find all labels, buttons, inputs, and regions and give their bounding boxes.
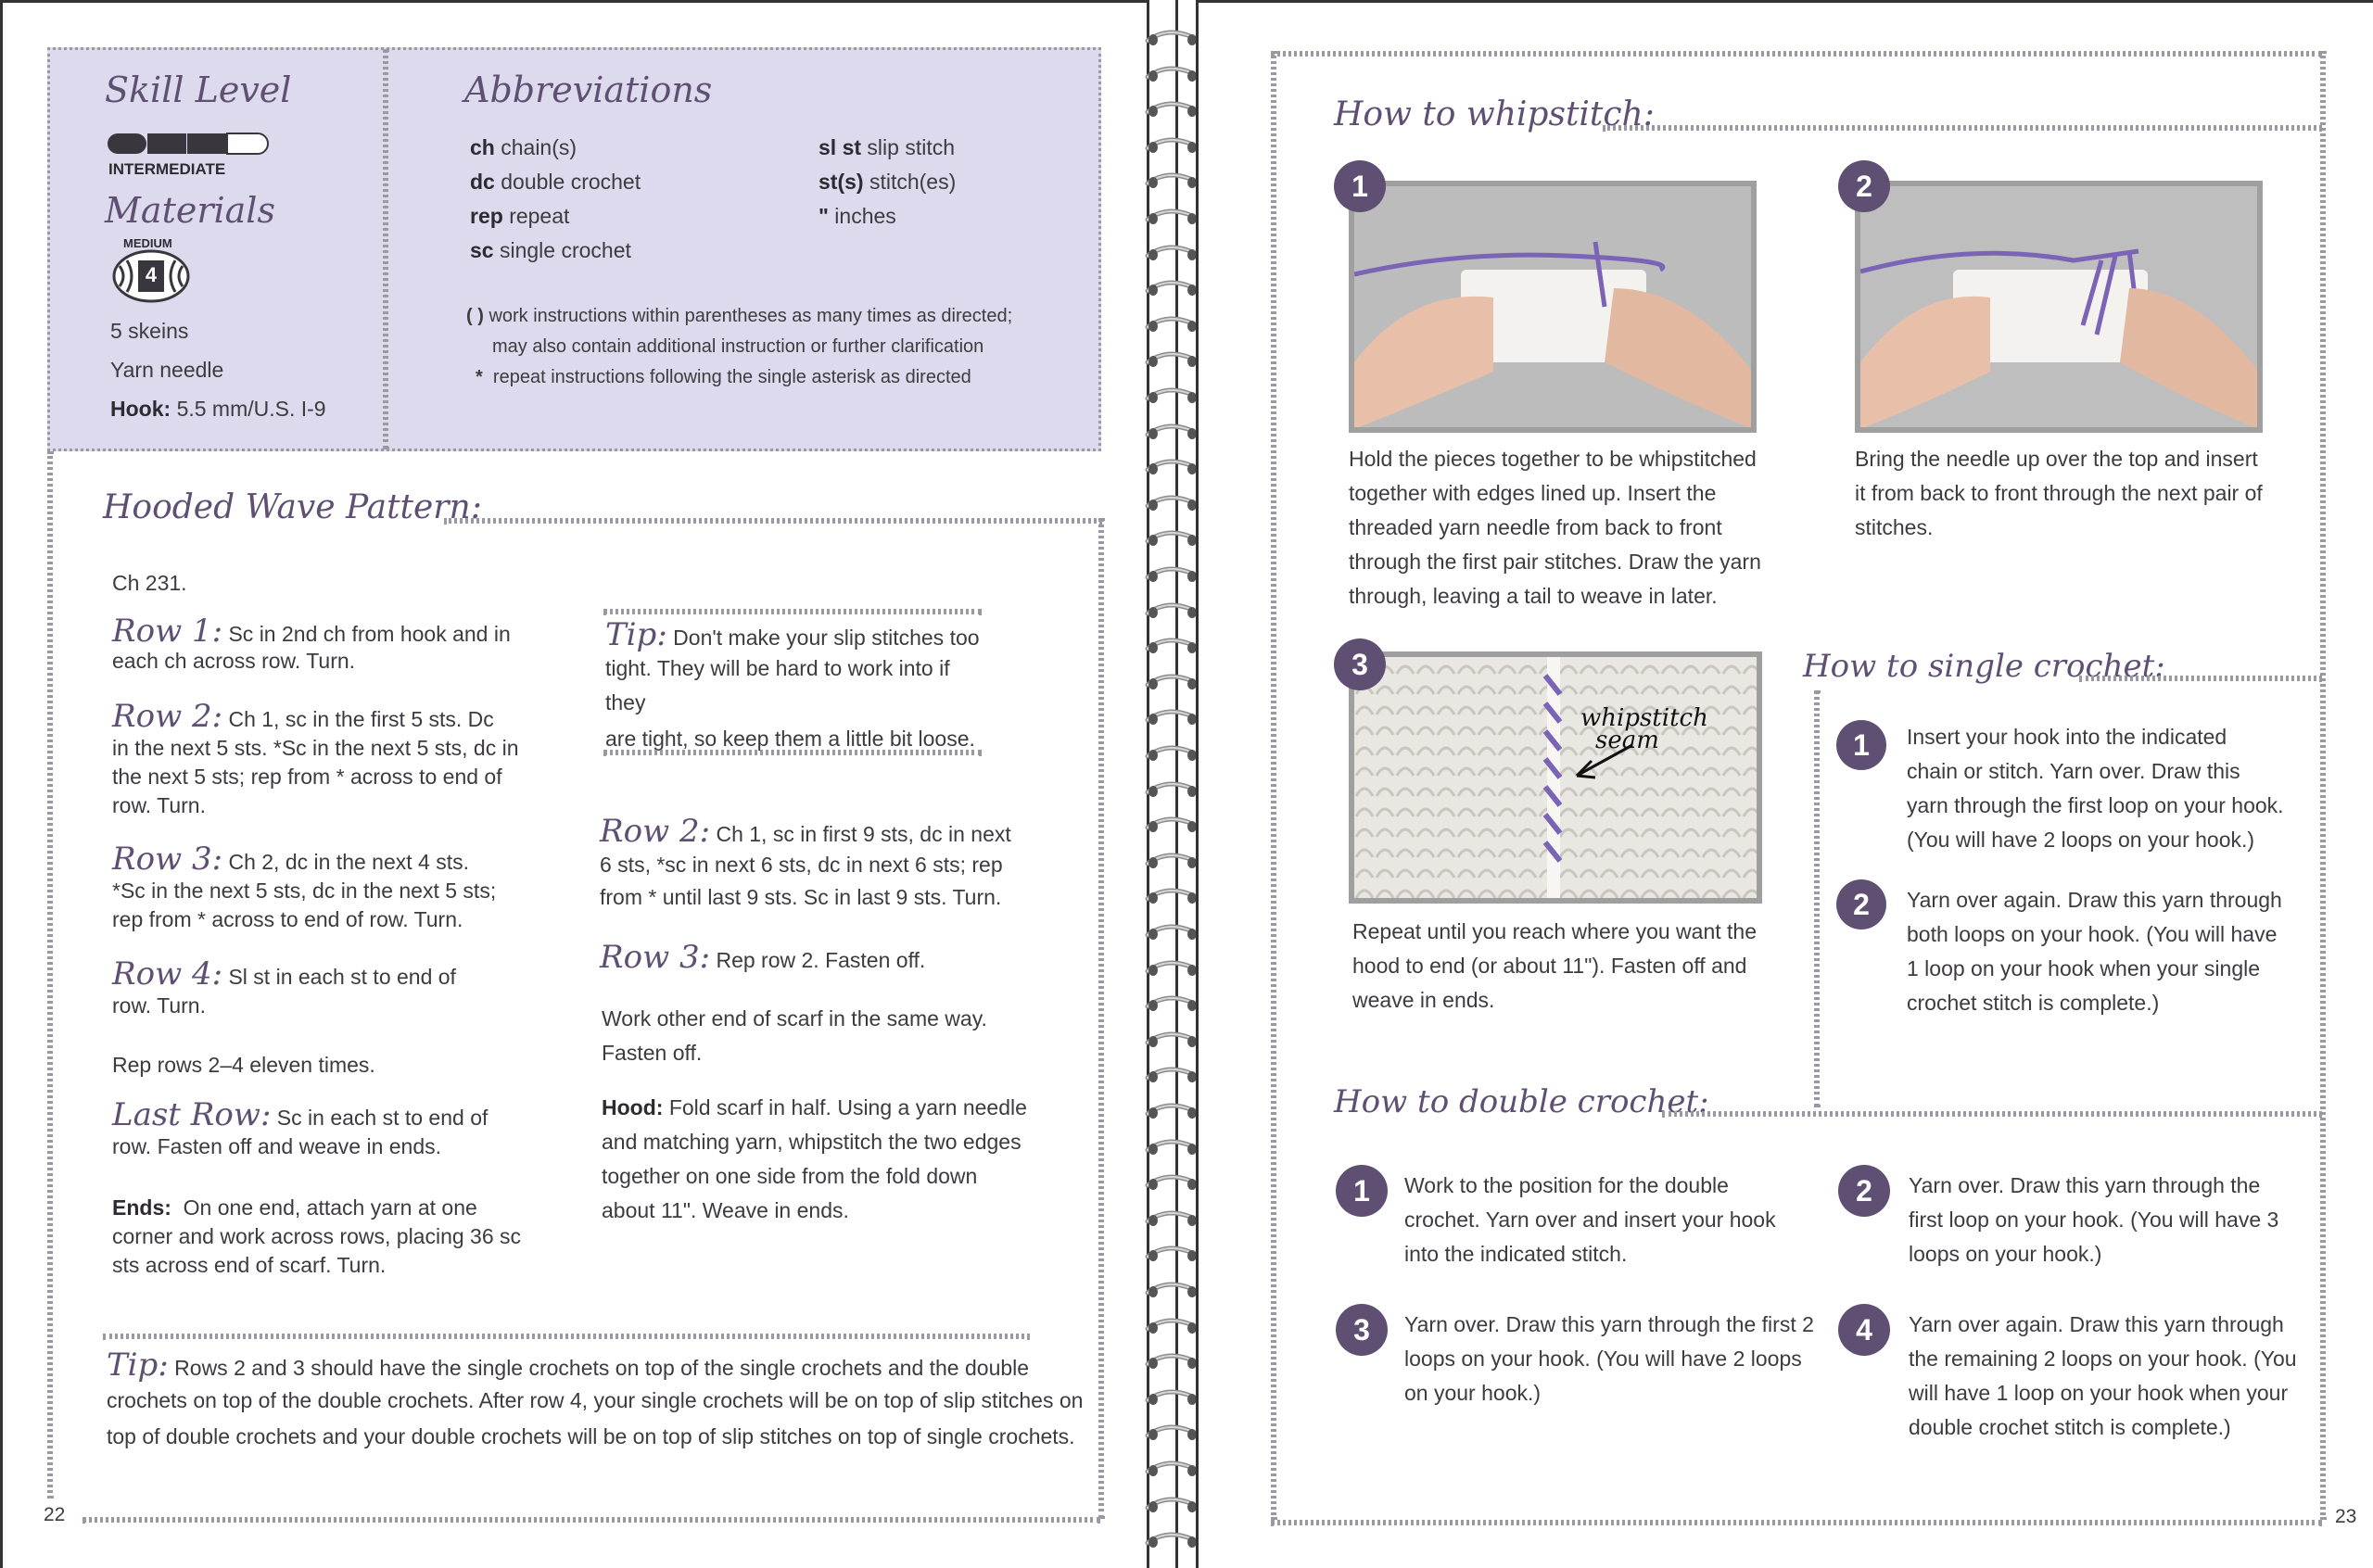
- spiral-coil: [1144, 886, 1201, 906]
- dc-step-1-text: Work to the position for the double crochet. Yarn over and insert your hook into the indicated stitch.: [1404, 1173, 1776, 1266]
- spiral-coil: [1144, 1101, 1201, 1121]
- spiral-coil: [1144, 1030, 1201, 1050]
- material-item: 5 skeins: [110, 319, 189, 343]
- spiral-coil: [1144, 958, 1201, 979]
- spiral-coil: [1144, 1208, 1201, 1229]
- spiral-coil: [1144, 243, 1201, 263]
- skill-level-bar: [107, 133, 270, 155]
- dotted-frame-left: [47, 451, 53, 1498]
- spiral-coil: [1144, 1423, 1201, 1443]
- double-crochet-title: How to double crochet:: [1334, 1083, 1709, 1120]
- abbr-item: sc single crochet: [470, 238, 631, 262]
- spiral-coil: [1144, 64, 1201, 84]
- spiral-coil: [1144, 28, 1201, 48]
- spiral-coil: [1144, 564, 1201, 585]
- other-end: Work other end of scarf in the same way. Fasten off.: [602, 1006, 987, 1065]
- single-crochet-title: How to single crochet:: [1803, 648, 2165, 685]
- tip-box: Tip: Don't make your slip stitches too tight. They will be hard to work into if they are tight, so keep them a little bit loose.: [605, 616, 980, 751]
- frame-top: [1271, 51, 2322, 57]
- abbr-list-1: [470, 131, 641, 268]
- whipstitch-rule: [1603, 125, 2322, 131]
- spiral-coil: [1144, 707, 1201, 727]
- sc-step-2-text: Yarn over again. Draw this yarn through both loops on your hook. (You will have 1 loop on your hook when your single crochet stitch is complete.): [1907, 888, 2282, 1015]
- dotted-frame-bottom: [82, 1517, 1100, 1523]
- dc-rule: [1662, 1111, 2322, 1117]
- spiral-coil: [1144, 99, 1201, 120]
- chain-start: Ch 231.: [112, 571, 187, 595]
- abbr-item: ch chain(s): [470, 135, 577, 159]
- photo-step-3: [1349, 651, 1762, 904]
- photo-step-2: [1855, 181, 2263, 433]
- frame-bottom: [1271, 1520, 2322, 1525]
- repeat-rows: Rep rows 2–4 eleven times.: [112, 1053, 375, 1077]
- spiral-coil: [1144, 1351, 1201, 1372]
- spiral-coil: [1144, 1316, 1201, 1336]
- abbr-item: dc double crochet: [470, 170, 641, 194]
- spiral-coil: [1144, 1244, 1201, 1264]
- dc-step-3-text: Yarn over. Draw this yarn through the first 2 loops on your hook. (You will have 2 loops on your hook.): [1404, 1312, 1814, 1405]
- step-badge: 2: [1836, 879, 1886, 929]
- spiral-coil: [1144, 278, 1201, 298]
- spiral-coil: [1144, 493, 1201, 513]
- dc-step-4-text: Yarn over again. Draw this yarn through the remaining 2 loops on your hook. (You will have 1 loop on your hook when your double crochet stitch is complete.): [1909, 1312, 2297, 1439]
- spiral-coil: [1144, 1137, 1201, 1157]
- end-row-2: Row 2: Ch 1, sc in first 9 sts, dc in next 6 sts, *sc in next 6 sts, dc in next 6 sts; rep from * until last 9 sts. Sc in last 9 sts. Turn.: [600, 813, 1011, 909]
- row-3: Row 3: Ch 2, dc in the next 4 sts. *Sc in the next 5 sts, dc in the next 5 sts; rep from * across to end of row. Turn.: [112, 841, 497, 931]
- step-badge: 4: [1838, 1304, 1890, 1356]
- sc-divider: [1814, 690, 1820, 1107]
- step-badge: 1: [1334, 160, 1386, 212]
- spiral-coil: [1144, 743, 1201, 764]
- info-panel-divider: [383, 49, 388, 449]
- pattern-title: Hooded Wave Pattern:: [103, 488, 482, 526]
- spiral-coil: [1144, 207, 1201, 227]
- tip2-top: [103, 1334, 1030, 1339]
- step-badge: 3: [1336, 1304, 1388, 1356]
- abbr-notes: ( ) work instructions within parentheses as many times as directed; may also contain additional instruction or further clarification * repeat instructions following the single asterisk as directed: [466, 306, 1013, 387]
- spiral-coil: [1144, 922, 1201, 942]
- sc-rule: [2079, 676, 2322, 681]
- ends: Ends: On one end, attach yarn at one corner and work across rows, placing 36 sc sts across end of scarf. Turn.: [112, 1195, 522, 1277]
- spiral-coil: [1144, 993, 1201, 1014]
- yarn-weight-number: 4: [145, 263, 158, 286]
- step-badge: 2: [1838, 1165, 1890, 1217]
- page-number: 23: [2335, 1506, 2357, 1527]
- dc-step-2-text: Yarn over. Draw this yarn through the first loop on your hook. (You will have 3 loops on your hook.): [1909, 1173, 2279, 1266]
- abbr-list-2: [818, 131, 956, 234]
- photo-step-1: [1349, 181, 1757, 433]
- skill-level-value: INTERMEDIATE: [108, 160, 226, 178]
- spiral-coil: [1144, 314, 1201, 335]
- whipstitch-title: How to whipstitch:: [1334, 95, 1655, 133]
- right-page: [1196, 0, 2373, 1568]
- spiral-coil: [1144, 1387, 1201, 1408]
- last-row: Last Row: Sc in each st to end of row. Fasten off and weave in ends.: [112, 1096, 489, 1158]
- spiral-coil: [1144, 1459, 1201, 1479]
- spiral-coil: [1144, 851, 1201, 871]
- end-row-3: Row 3: Rep row 2. Fasten off.: [600, 939, 926, 976]
- left-page: [0, 0, 1149, 1568]
- spiral-coil: [1144, 1530, 1201, 1550]
- spiral-coil: [1144, 1065, 1201, 1085]
- abbr-item: sl st slip stitch: [818, 135, 956, 159]
- step-badge: 1: [1836, 720, 1886, 770]
- sc-step-1-text: Insert your hook into the indicated chain or stitch. Yarn over. Draw this yarn through the first loop on your hook. (You will have 2 loops on your hook.): [1907, 725, 2284, 852]
- photo-3-label: whipstitch seam: [1580, 704, 1708, 754]
- yarn-weight-label: MEDIUM: [123, 236, 172, 250]
- spiral-coil: [1144, 1495, 1201, 1515]
- material-item: Yarn needle: [110, 358, 224, 382]
- spiral-coil: [1144, 528, 1201, 549]
- abbr-item: st(s) stitch(es): [818, 170, 957, 194]
- abbreviations-title: Abbreviations: [464, 70, 713, 110]
- spiral-coil: [1144, 386, 1201, 406]
- row-4: Row 4: Sl st in each st to end of row. Turn.: [112, 955, 456, 1018]
- row-2: Row 2: Ch 1, sc in the first 5 sts. Dc in the next 5 sts. *Sc in the next 5 sts, dc in the next 5 sts; rep from * across to end of row. Turn.: [112, 698, 519, 817]
- hook-size: Hook: 5.5 mm/U.S. I-9: [110, 397, 326, 421]
- spiral-coil: [1144, 672, 1201, 692]
- step-1-text: Hold the pieces together to be whipstitched together with edges lined up. Insert the threaded yarn needle from back to front through the first pair stitches. Draw the yarn through, leaving a tail to weave in later.: [1349, 447, 1761, 608]
- page-number: 22: [44, 1504, 66, 1525]
- tip-2: Tip: Rows 2 and 3 should have the single crochets on top of the single crochets and the double crochets on top of the double crochets. After row 4, your single crochets will be on top of slip stitches on top of double crochets and your double crochets will be on top of slip stitches on top of single crochets.: [107, 1347, 1084, 1448]
- materials-title: Materials: [105, 190, 275, 231]
- step-badge: 3: [1334, 639, 1386, 690]
- spiral-coil: [1144, 457, 1201, 477]
- frame-left: [1271, 51, 1276, 1520]
- abbr-item: " inches: [818, 204, 896, 228]
- dotted-rule: [444, 518, 1102, 524]
- step-3-text: Repeat until you reach where you want the hood to end (or about 11"). Fasten off and weave in ends.: [1352, 919, 1757, 1012]
- spiral-coil: [1144, 815, 1201, 835]
- hood: Hood: Fold scarf in half. Using a yarn needle and matching yarn, whipstitch the two edges together on one side from the fold down about 11". Weave in ends.: [602, 1095, 1027, 1222]
- spiral-coil: [1144, 779, 1201, 800]
- spiral-coil: [1144, 135, 1201, 156]
- step-badge: 1: [1336, 1165, 1388, 1217]
- tip-box-bottom: [603, 750, 982, 755]
- spiral-coil: [1144, 1280, 1201, 1300]
- spiral-coil: [1144, 601, 1201, 621]
- spiral-coil: [1144, 636, 1201, 656]
- spiral-coil: [1144, 349, 1201, 370]
- spiral-coil: [1144, 1172, 1201, 1193]
- step-2-text: Bring the needle up over the top and insert it from back to front through the next pair of stitches.: [1855, 447, 2263, 539]
- frame-right: [2320, 51, 2326, 1520]
- skill-level-title: Skill Level: [105, 70, 292, 110]
- spiral-coil: [1144, 171, 1201, 191]
- abbr-item: rep repeat: [470, 204, 570, 228]
- row-1: Row 1: Sc in 2nd ch from hook and in each ch across row. Turn.: [112, 613, 511, 673]
- tip-box-top: [603, 609, 982, 614]
- step-badge: 2: [1838, 160, 1890, 212]
- spiral-coil: [1144, 422, 1201, 442]
